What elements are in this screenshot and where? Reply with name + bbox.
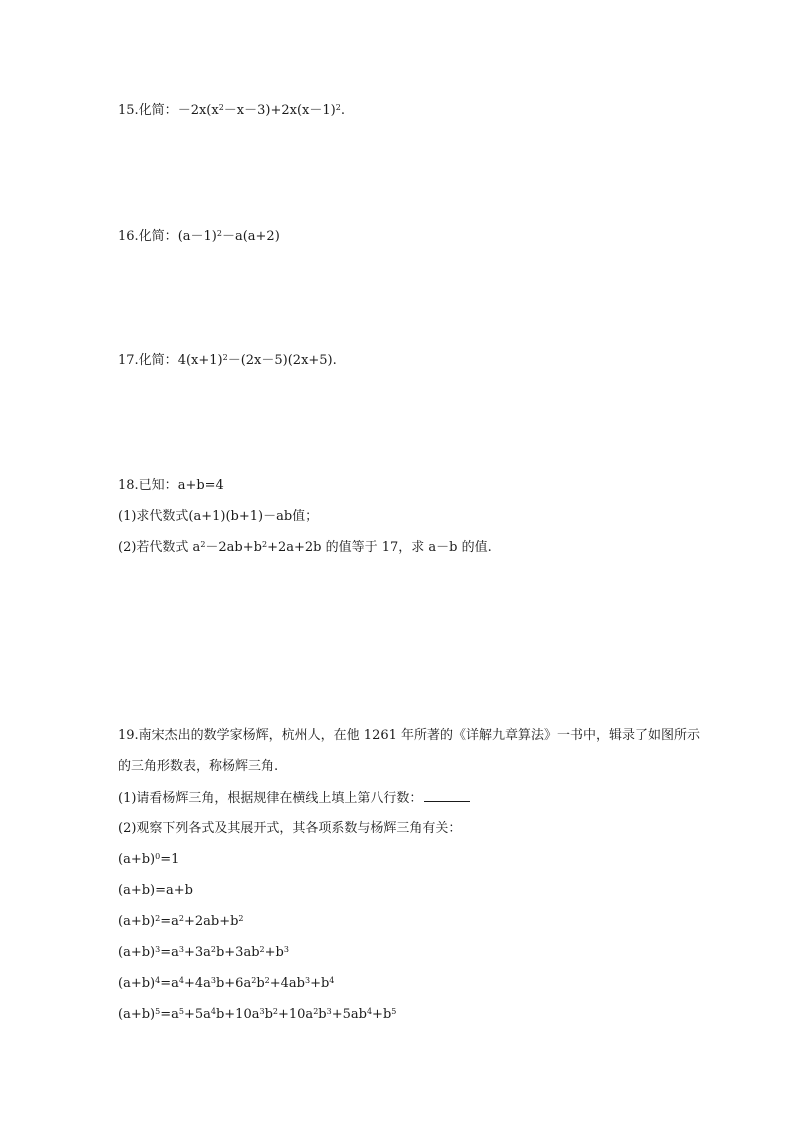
answer-blank[interactable] (424, 789, 470, 802)
expansion-4: $(a+b)^4=a^4+4a^3b+6a^2b^2+4ab^3+b^4$ (118, 976, 335, 991)
question-19-part-1: (1)请看杨辉三角，根据规律在横线上填上第八行数： (118, 789, 470, 808)
question-17: 17.化简：$4(x+1)^2-(2x-5)(2x+5)$. (118, 353, 337, 368)
expansion-0: $(a+b)^0=1$ (118, 852, 180, 867)
question-18-given: 18.已知：a+b=4 (118, 478, 224, 493)
question-19-intro: 19.南宋杰出的数学家杨辉，杭州人，在他 1261 年所著的《详解九章算法》一书中，辑录了如图所示的三角形数表，称杨辉三角. (118, 728, 701, 774)
expansion-2: $(a+b)^2=a^2+2ab+b^2$ (118, 914, 244, 929)
question-19-part-2: (2)观察下列各式及其展开式，其各项系数与杨辉三角有关： (118, 821, 462, 836)
question-16: 16.化简：$(a-1)^2-a(a+2)$ (118, 229, 280, 244)
question-18-part-2: (2)若代数式 $a^2-2ab+b^2+2a+2b$ 的值等于 17，求 a－b 的值. (118, 540, 492, 555)
expansion-3: $(a+b)^3=a^3+3a^2b+3ab^2+b^3$ (118, 945, 289, 960)
question-15: 15.化简：$-2x(x^2-x-3)+2x(x-1)^2$. (118, 103, 345, 118)
expansion-5: $(a+b)^5=a^5+5a^4b+10a^3b^2+10a^2b^3+5ab^4+b^5$ (118, 1007, 397, 1022)
expansion-1: (a+b)=a+b (118, 883, 193, 898)
question-18-part-1: (1)求代数式(a+1)(b+1)－ab值； (118, 509, 319, 524)
